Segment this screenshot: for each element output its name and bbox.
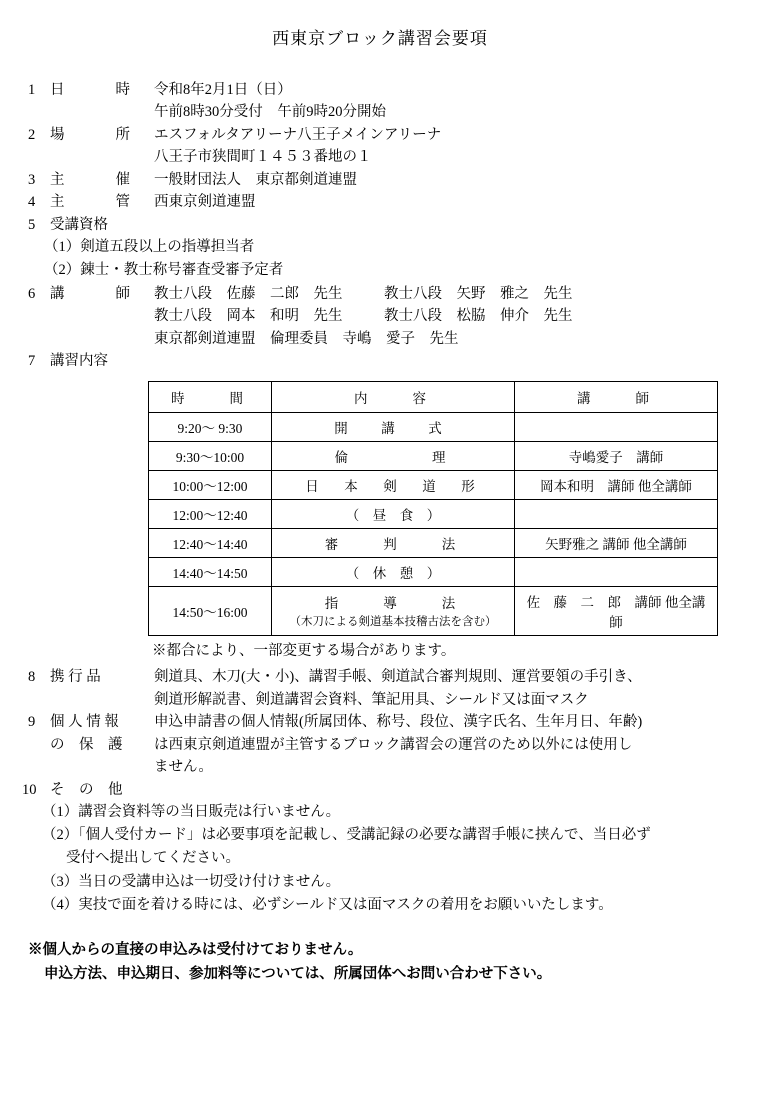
- item-number: 3: [28, 171, 36, 188]
- item-number: 8: [28, 669, 36, 686]
- qualification-item-1: （1）剣道五段以上の指導担当者: [44, 239, 255, 256]
- instructor-row-2: [28, 305, 760, 327]
- cell-teacher: 岡本和明 講師 他全講師: [515, 470, 718, 499]
- item-value: エスフォルタアリーナ八王子メインアリーナ: [154, 126, 442, 143]
- cell-content: 審 判 法: [272, 528, 515, 557]
- item-number: 9: [28, 714, 36, 731]
- item-venue-line2: [28, 146, 760, 168]
- item-privacy: [28, 711, 760, 733]
- item-label: そ の 他: [50, 781, 123, 798]
- item-datetime-line2: [28, 101, 760, 123]
- item-others: [22, 779, 760, 801]
- label-char: 場: [50, 126, 65, 143]
- item-value-2: 八王子市狭間町１４５３番地の１: [154, 149, 372, 166]
- cell-content: （ 休 憩 ）: [272, 557, 515, 586]
- spacer: [28, 146, 154, 168]
- footer-line-2: 申込方法、申込期日、参加料等については、所属団体へお問い合わせ下さい。: [44, 965, 552, 982]
- cell-time: 9:30～10:00: [149, 441, 272, 470]
- item-label: 個 人 情 報: [50, 714, 119, 731]
- item-number: 5: [28, 216, 36, 233]
- label-char: 主: [50, 171, 65, 188]
- table-header-row: [149, 381, 718, 412]
- item-organizer: [28, 191, 760, 213]
- label-char: 師: [115, 285, 130, 302]
- item-label: 講習内容: [50, 353, 108, 370]
- item-label: [50, 666, 154, 688]
- cell-content: 開 講 式: [272, 412, 515, 441]
- table-row: [149, 412, 718, 441]
- spacer: [28, 328, 154, 350]
- item-host: [28, 169, 760, 191]
- label-char: 日: [50, 82, 65, 98]
- instructor-row: [154, 305, 573, 327]
- item-value-2: 午前8時30分受付 午前9時20分開始: [154, 104, 386, 121]
- schedule-table: [148, 381, 718, 636]
- footer-line-1: ※個人からの直接の申込みは受付けておりません。: [28, 942, 363, 959]
- cell-content: [272, 586, 515, 635]
- label-char: 管: [115, 194, 130, 211]
- instructor-row: [154, 283, 760, 305]
- table-row: [149, 470, 718, 499]
- item-label: [50, 283, 154, 305]
- qualification-item-2: （2）錬士・教士称号審査受審予定者: [44, 262, 284, 279]
- item-program: [28, 350, 760, 372]
- instructor-name: 教士八段 岡本 和明 先生: [154, 308, 343, 325]
- label-char: 時: [115, 82, 130, 98]
- equipment-line-1: 剣道具、木刀(大・小)、講習手帳、剣道試合審判規則、運営要領の手引き、: [154, 669, 642, 686]
- label-char: 講: [50, 285, 65, 302]
- program-note: ※都合により、一部変更する場合があります。: [152, 642, 456, 659]
- cell-time: 12:00～12:40: [149, 499, 272, 528]
- spacer: [28, 734, 50, 756]
- cell-content-main: 指 導 法: [324, 596, 462, 612]
- cell-content: 日 本 剣 道 形: [272, 470, 515, 499]
- item-label: 受講資格: [50, 216, 108, 233]
- instructor-name: 教士八段 松脇 伸介 先生: [384, 308, 573, 325]
- cell-teacher: [515, 557, 718, 586]
- instructor-extra: 東京都剣道連盟 倫理委員 寺嶋 愛子 先生: [154, 330, 459, 347]
- cell-teacher: 佐 藤 二 郎 講師 他全講師: [515, 586, 718, 635]
- cell-teacher: [515, 412, 718, 441]
- cell-time: 9:20～ 9:30: [149, 412, 272, 441]
- item-venue: [28, 124, 760, 146]
- header-content: 内 容: [272, 381, 515, 412]
- cell-teacher: [515, 499, 718, 528]
- item-label: [50, 124, 154, 146]
- others-item-3: （3）当日の受講申込は一切受け付けません。: [42, 873, 341, 890]
- page-title: 西東京ブロック講習会要項: [272, 29, 488, 48]
- header-time: 時 間: [149, 381, 272, 412]
- item-value: 令和8年2月1日（日）: [154, 82, 292, 98]
- cell-content: （ 昼 食 ）: [272, 499, 515, 528]
- cell-time: 14:40～14:50: [149, 557, 272, 586]
- item-instructors: [28, 283, 760, 305]
- table-row: [149, 586, 718, 635]
- item-value: 西東京剣道連盟: [154, 194, 256, 211]
- others-item-2-cont: [42, 847, 760, 870]
- item-number: 10: [22, 781, 37, 798]
- item-qualification: [28, 214, 760, 236]
- label-char: 所: [115, 126, 130, 143]
- cell-content-note: （木刀による剣道基本技稽古法を含む）: [289, 616, 497, 629]
- table-row: [149, 499, 718, 528]
- item-number: 4: [28, 194, 36, 211]
- spacer: [28, 305, 154, 327]
- item-number: 6: [28, 285, 36, 302]
- cell-teacher: 寺嶋愛子 講師: [515, 441, 718, 470]
- item-label: [50, 169, 154, 191]
- header-teacher: 講 師: [515, 381, 718, 412]
- others-item-2: （2）「個人受付カード」は必要事項を記載し、受講記録の必要な講習手帳に挟んで、当日必ず: [42, 827, 651, 844]
- label-char: 行: [68, 669, 83, 686]
- instructor-row-3: [28, 328, 760, 350]
- table-row: [149, 557, 718, 586]
- item-label: [50, 191, 154, 213]
- label-char: 催: [115, 171, 130, 188]
- item-number: 7: [28, 353, 36, 370]
- item-number: 2: [28, 126, 36, 143]
- item-label-2: の 保 護: [50, 736, 123, 753]
- footer-notice: [28, 939, 760, 987]
- table-row: [149, 441, 718, 470]
- item-datetime: [28, 79, 760, 101]
- item-label: [50, 79, 154, 101]
- cell-content: 倫 理: [272, 441, 515, 470]
- label-char: 主: [50, 194, 65, 211]
- label-char: 携: [50, 669, 65, 686]
- cell-teacher: 矢野雅之 講師 他全講師: [515, 528, 718, 557]
- instructor-name: 教士八段 佐藤 二郎 先生: [154, 285, 343, 302]
- document-page: [0, 24, 760, 1103]
- label-char: 品: [86, 669, 101, 686]
- others-item-1: （1）講習会資料等の当日販売は行いません。: [42, 804, 341, 821]
- privacy-line-1: 申込申請書の個人情報(所属団体、称号、段位、漢字氏名、生年月日、年齢): [154, 714, 643, 731]
- others-item-4: （4）実技で面を着ける時には、必ずシールド又は面マスクの着用をお願いいたします。: [42, 896, 613, 913]
- cell-time: 10:00～12:00: [149, 470, 272, 499]
- item-equipment: [28, 666, 760, 688]
- privacy-line-3: ません。: [154, 759, 213, 776]
- cell-time: 12:40～14:40: [149, 528, 272, 557]
- equipment-line-2: 剣道形解説書、剣道講習会資料、筆記用具、シールド又は面マスク: [154, 691, 589, 708]
- privacy-line-2: は西東京剣道連盟が主管するブロック講習会の運営のため以外には使用し: [154, 736, 633, 753]
- others-item-2-continuation: 受付へ提出してください。: [66, 850, 240, 867]
- item-privacy-line2: [28, 734, 760, 756]
- item-number: 1: [28, 82, 36, 98]
- spacer: [28, 101, 154, 123]
- instructor-name: 教士八段 矢野 雅之 先生: [384, 285, 573, 302]
- cell-time: 14:50～16:00: [149, 586, 272, 635]
- table-row: [149, 528, 718, 557]
- item-value: 一般財団法人 東京都剣道連盟: [154, 171, 357, 188]
